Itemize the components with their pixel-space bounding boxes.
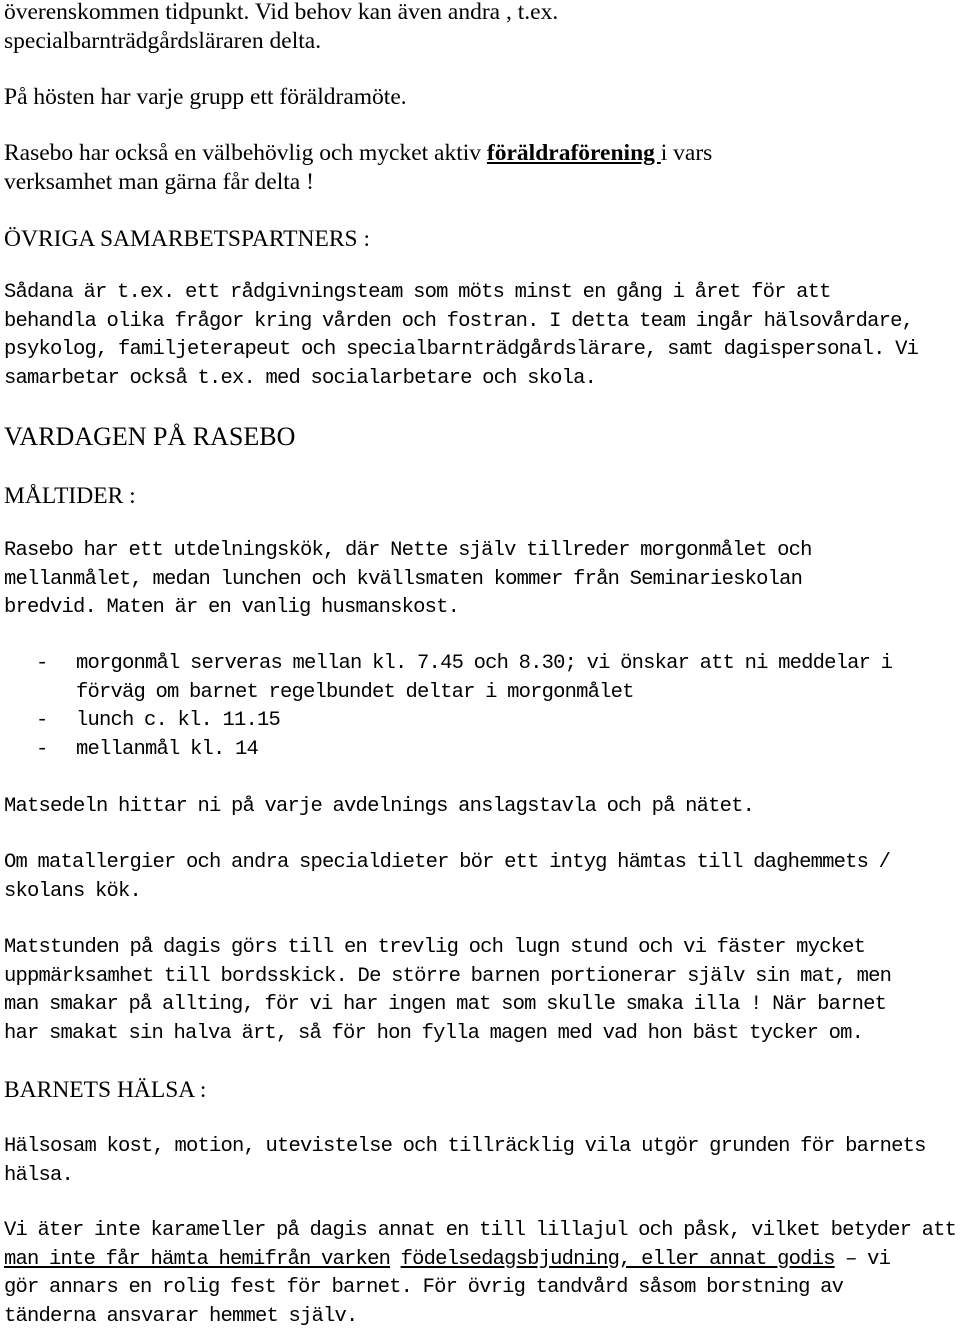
list-item (4, 650, 954, 707)
underlined-text: man inte får hämta hemifrån varken (4, 1248, 390, 1271)
text-run: Rasebo har också en välbehövlig och mycket aktiv (4, 140, 487, 166)
text-line: mellanmålet, medan lunchen och kvällsmaten kommer från Seminarieskolan (4, 566, 812, 595)
text-line: tänderna ansvarar hemmet själv. (4, 1303, 956, 1331)
foraldraforening-link[interactable]: föräldraförening (487, 140, 661, 166)
section-heading-maltider: MÅLTIDER : (4, 482, 136, 511)
text-line: Sådana är t.ex. ett rådgivningsteam som möts minst en gång i året för att (4, 279, 918, 308)
text-line: hälsa. (4, 1162, 926, 1191)
text-line: överenskommen tidpunkt. Vid behov kan även andra , t.ex. (4, 0, 558, 27)
text-line: gör annars en rolig fest för barnet. För övrig tandvård såsom borstning av (4, 1274, 956, 1303)
text-line: Om matallergier och andra specialdieter bör ett intyg hämtas till daghemmets / (4, 849, 890, 878)
text-line: har smakat sin halva ärt, så för hon fylla magen med vad hon bäst tycker om. (4, 1020, 891, 1049)
text-line: behandla olika frågor kring vården och fostran. I detta team ingår hälsovårdare, (4, 308, 918, 337)
list-dash: - (36, 736, 48, 765)
text-line (4, 139, 712, 168)
paragraph-foraldraforening (4, 139, 712, 197)
paragraph-karameller (4, 1217, 956, 1331)
section-heading-vardagen: VARDAGEN PÅ RASEBO (4, 422, 295, 452)
text-line: Vi äter inte karameller på dagis annat en till lillajul och påsk, vilket betyder att (4, 1217, 956, 1246)
text-line: samarbetar också t.ex. med socialarbetare och skola. (4, 365, 918, 394)
text-line: lunch c. kl. 11.15 (76, 707, 954, 736)
paragraph-samverkan (4, 0, 558, 56)
text-run: – vi (835, 1248, 891, 1271)
text-line: Matstunden på dagis görs till en trevlig och lugn stund och vi fäster mycket (4, 934, 891, 963)
text-line: verksamhet man gärna får delta ! (4, 168, 712, 197)
paragraph-matsedeln: Matsedeln hittar ni på varje avdelnings anslagstavla och på nätet. (4, 793, 754, 822)
text-run (390, 1248, 401, 1271)
text-line: bredvid. Maten är en vanlig husmanskost. (4, 594, 812, 623)
text-line: man smakar på allting, för vi har ingen mat som skulle smaka illa ! När barnet (4, 991, 891, 1020)
text-line: mellanmål kl. 14 (76, 736, 954, 765)
list-dash: - (36, 707, 48, 736)
paragraph-allergier (4, 849, 890, 906)
paragraph-halsa (4, 1133, 926, 1190)
text-line: morgonmål serveras mellan kl. 7.45 och 8.30; vi önskar att ni meddelar i (76, 650, 954, 679)
list-item (4, 736, 954, 765)
list-item (4, 707, 954, 736)
section-heading-halsa: BARNETS HÄLSA : (4, 1076, 206, 1105)
text-line: Hälsosam kost, motion, utevistelse och tillräcklig vila utgör grunden för barnets (4, 1133, 926, 1162)
section-heading-partners: ÖVRIGA SAMARBETSPARTNERS : (4, 225, 370, 254)
paragraph-partners (4, 279, 918, 393)
paragraph-foraldramote: På hösten har varje grupp ett föräldramöte. (4, 83, 407, 112)
text-line: specialbarnträdgårdsläraren delta. (4, 27, 558, 56)
text-line: förväg om barnet regelbundet deltar i morgonmålet (76, 679, 954, 708)
paragraph-matstunden (4, 934, 891, 1048)
meal-times-list (4, 650, 954, 764)
text-line: uppmärksamhet till bordsskick. De större barnen portionerar själv sin mat, men (4, 963, 891, 992)
underlined-text: födelsedagsbjudning, eller annat godis (401, 1248, 835, 1271)
list-dash: - (36, 650, 48, 679)
paragraph-maltider-intro (4, 537, 812, 623)
text-line: Rasebo har ett utdelningskök, där Nette själv tillreder morgonmålet och (4, 537, 812, 566)
text-line (4, 1246, 956, 1275)
text-run: i vars (661, 140, 713, 166)
text-line: psykolog, familjeterapeut och specialbarnträdgårdslärare, samt dagispersonal. Vi (4, 336, 918, 365)
text-line: skolans kök. (4, 878, 890, 907)
